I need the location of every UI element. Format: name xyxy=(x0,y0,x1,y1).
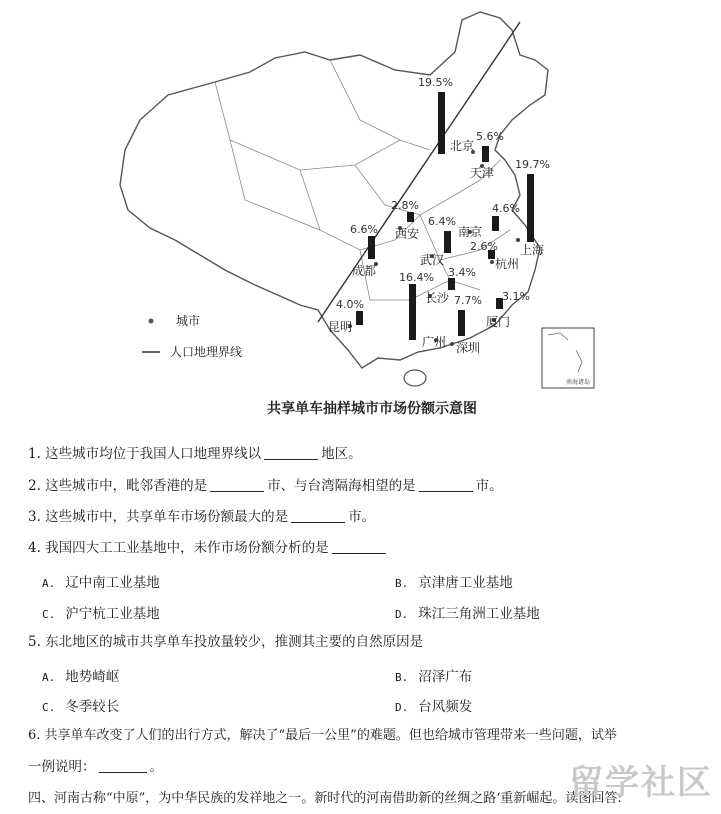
city-label-shanghai: 上海 xyxy=(520,243,545,257)
q4-text: 4. 我国四大工工业基地中，未作市场份额分析的是 xyxy=(28,540,329,556)
option-letter: A. xyxy=(42,671,56,684)
q1-suffix: 地区。 xyxy=(321,446,362,462)
share-label-changsha: 16.4% xyxy=(399,271,434,284)
question-1 xyxy=(28,445,362,463)
q5-option-c[interactable] xyxy=(42,695,119,715)
q6-suffix: 。 xyxy=(149,759,163,775)
section-4-heading xyxy=(28,790,622,808)
bar-kunming xyxy=(356,311,363,325)
option-text: 台风频发 xyxy=(418,699,473,715)
share-label-wuhan: 3.4% xyxy=(448,266,476,279)
question-6-line-1 xyxy=(28,727,617,745)
q1-prefix: 1. 这些城市均位于我国人口地理界线以 xyxy=(28,446,262,462)
legend-city-icon xyxy=(149,319,154,324)
city-label-shenzhen: 深圳 xyxy=(456,341,481,355)
city-label-beijing: 北京 xyxy=(450,139,475,153)
option-letter: C. xyxy=(42,608,56,621)
option-letter: D. xyxy=(395,608,409,621)
option-text: 辽中南工业基地 xyxy=(65,575,160,591)
question-6-line-2 xyxy=(28,758,163,776)
bar-chengdu xyxy=(368,236,375,259)
bar-4-6 xyxy=(492,216,499,231)
city-label-tianjin: 天津 xyxy=(470,166,495,180)
option-letter: D. xyxy=(395,701,409,714)
question-2 xyxy=(28,477,503,495)
watermark-logo: 留学社区 xyxy=(569,763,713,803)
city-label-changsha: 长沙 xyxy=(425,291,450,305)
bar-changsha xyxy=(409,284,416,340)
option-text: 沪宁杭工业基地 xyxy=(65,606,160,622)
city-label-xian: 西安 xyxy=(395,227,420,241)
city-label-kunming: 昆明 xyxy=(328,320,353,334)
bar-xian xyxy=(407,212,414,222)
q6-line2: 一例说明： xyxy=(28,759,96,775)
option-text: 地势崎岖 xyxy=(65,669,120,685)
option-text: 珠江三角洲工业基地 xyxy=(418,606,540,622)
section-4-text: 四、河南古称“中原”，为中华民族的发祥地之一。新时代的河南借助新的丝绸之路‘重新崛起。读图回答: xyxy=(28,791,622,806)
option-letter: B. xyxy=(395,577,409,590)
q4-option-c[interactable] xyxy=(42,602,160,622)
share-label-19-5: 19.5% xyxy=(418,76,453,89)
legend-line-label: 人口地理界线 xyxy=(170,345,243,359)
share-label-kunming: 4.0% xyxy=(336,298,364,311)
city-dot xyxy=(490,260,494,264)
q3-prefix: 3. 这些城市中，共享单车市场份额最大的是 xyxy=(28,509,289,525)
bar-shanghai xyxy=(527,174,534,242)
city-label-wuhan: 武汉 xyxy=(420,253,445,267)
option-text: 沼泽广布 xyxy=(418,669,473,685)
q4-option-d[interactable] xyxy=(395,602,540,622)
bar-19-5 xyxy=(438,92,445,154)
inset-label: 南海诸岛 xyxy=(566,379,591,386)
q2-middle: 市、与台湾隔海相望的是 xyxy=(267,478,416,494)
share-label-4-6: 4.6% xyxy=(492,202,520,215)
q4-option-b[interactable] xyxy=(395,571,513,591)
question-4 xyxy=(28,539,389,557)
bar-nanjing xyxy=(444,231,451,253)
share-label-xian: 2.8% xyxy=(391,199,419,212)
legend-city-label: 城市 xyxy=(176,314,201,328)
city-dot xyxy=(516,238,520,242)
q2-answer-blank-2[interactable] xyxy=(419,477,473,492)
city-dot xyxy=(450,342,454,346)
bar-wuhan xyxy=(448,278,455,290)
q4-option-a[interactable] xyxy=(42,571,160,591)
q3-answer-blank[interactable] xyxy=(291,508,345,523)
q2-suffix: 市。 xyxy=(475,478,503,494)
q5-option-a[interactable] xyxy=(42,665,119,685)
q2-answer-blank-1[interactable] xyxy=(210,477,264,492)
option-letter: C. xyxy=(42,701,56,714)
share-label-xiamen: 3.1% xyxy=(502,290,530,303)
share-label-chengdu: 6.6% xyxy=(350,223,378,236)
q2-prefix: 2. 这些城市中，毗邻香港的是 xyxy=(28,478,208,494)
option-letter: A. xyxy=(42,577,56,590)
q6-answer-blank[interactable] xyxy=(99,758,147,773)
q5-option-d[interactable] xyxy=(395,695,472,715)
question-3 xyxy=(28,508,375,526)
bar-shenzhen xyxy=(458,310,465,336)
q5-text: 5. 东北地区的城市共享单车投放量较少，推测其主要的自然原因是 xyxy=(28,634,424,650)
city-label-chengdu: 成都 xyxy=(352,264,377,278)
q6-line1: 6. 共享单车改变了人们的出行方式，解决了“最后一公里”的难题。但也给城市管理带来一些问题，试举 xyxy=(28,728,617,743)
q3-suffix: 市。 xyxy=(348,509,376,525)
bar-beijing xyxy=(482,146,489,162)
share-label-nanjing: 6.4% xyxy=(428,215,456,228)
option-letter: B. xyxy=(395,671,409,684)
q5-option-b[interactable] xyxy=(395,665,472,685)
hainan-island xyxy=(404,370,426,386)
share-label-hangzhou: 2.6% xyxy=(470,240,498,253)
option-text: 京津唐工业基地 xyxy=(418,575,513,591)
city-label-hangzhou: 杭州 xyxy=(495,257,520,271)
city-label-guangzhou: 广州 xyxy=(422,335,447,349)
share-label-beijing: 5.6% xyxy=(476,130,504,143)
question-5 xyxy=(28,633,423,651)
city-label-xiamen: 厦门 xyxy=(486,315,511,329)
share-label-shanghai: 19.7% xyxy=(515,158,550,171)
city-label-nanjing: 南京 xyxy=(458,225,483,239)
q4-answer-blank[interactable] xyxy=(332,539,386,554)
q1-answer-blank[interactable] xyxy=(264,445,318,460)
option-text: 冬季较长 xyxy=(65,699,120,715)
share-label-shenzhen: 7.7% xyxy=(454,294,482,307)
map-caption: 共享单车抽样城市市场份额示意图 xyxy=(267,401,477,417)
